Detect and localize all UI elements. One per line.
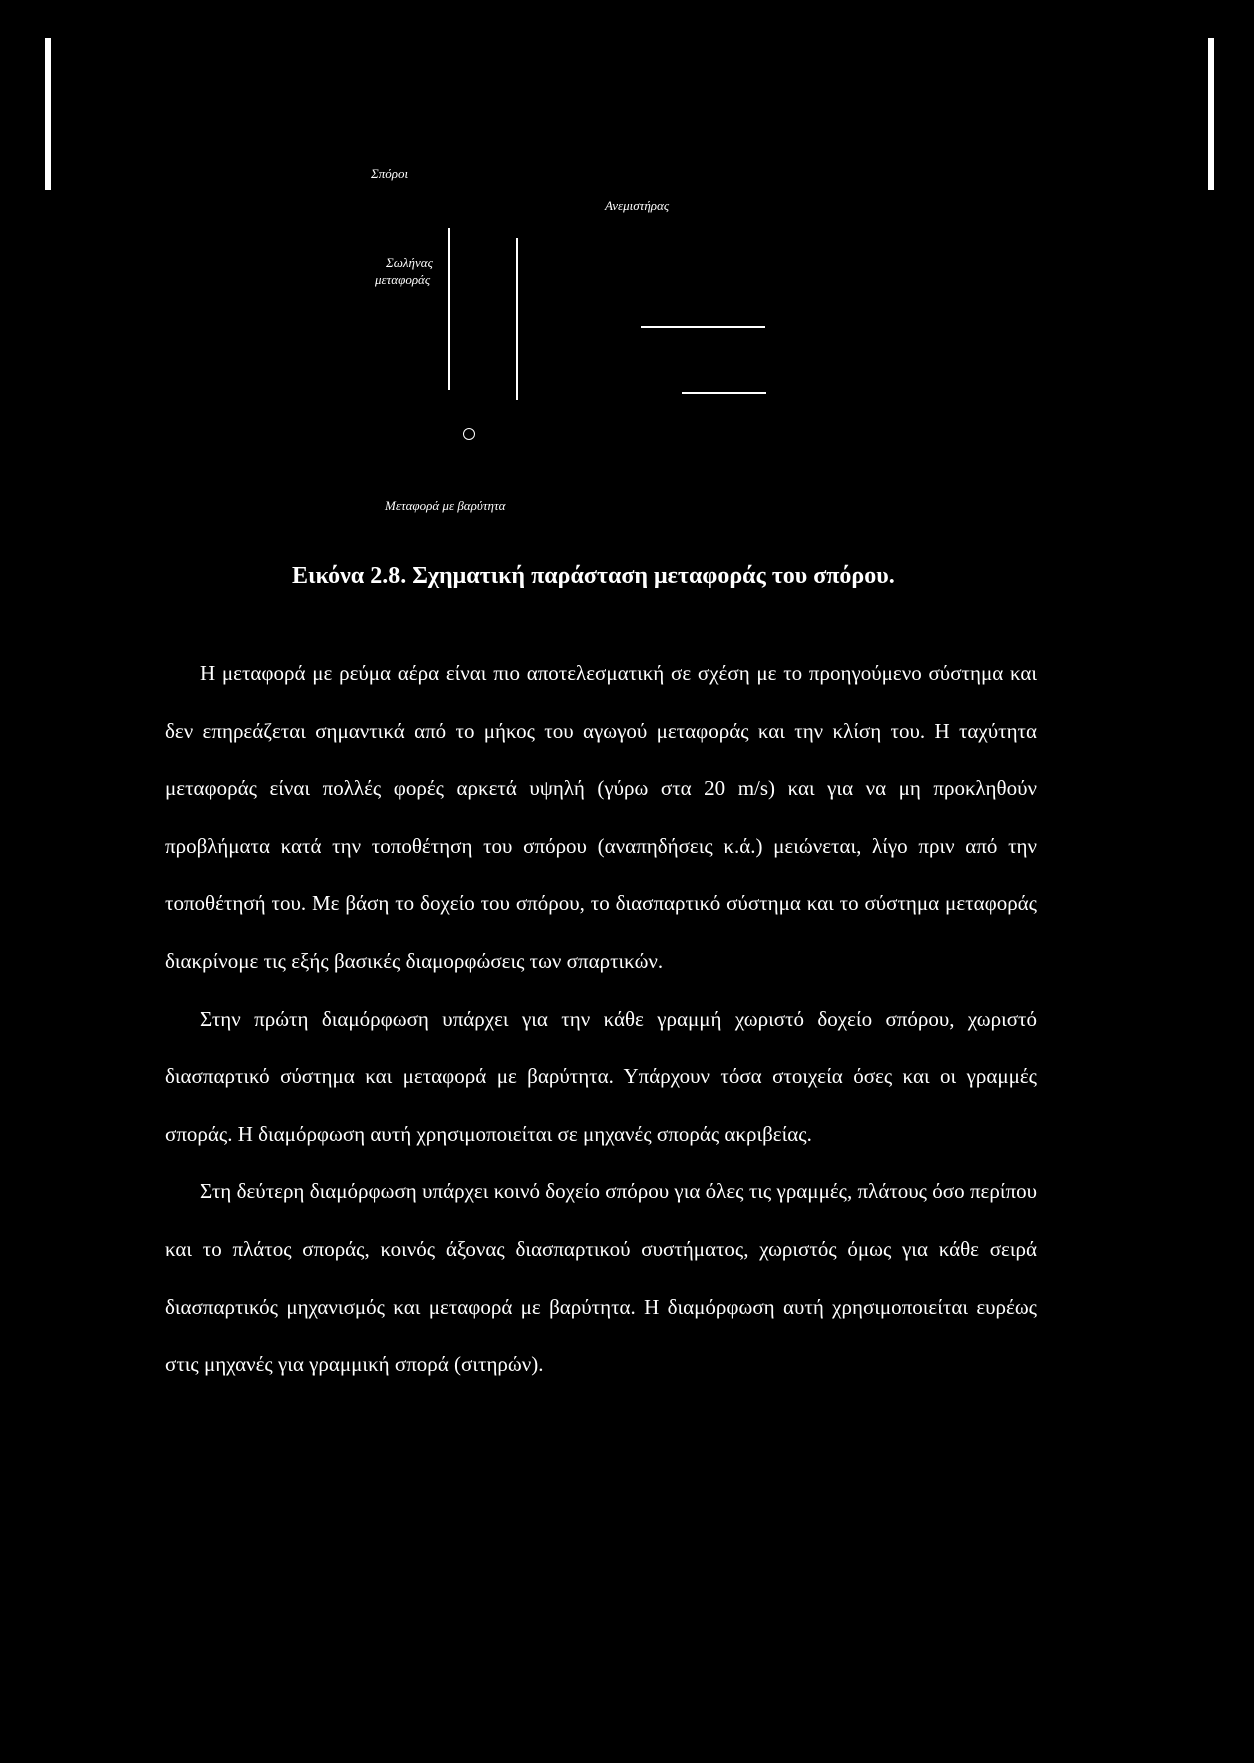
- body-text: [165, 645, 1037, 1394]
- tube-left-wall: [448, 228, 450, 390]
- paragraph-1: Η μεταφορά με ρεύμα αέρα είναι πιο αποτελεσματική σε σχέση με το προηγούμενο σύστημα και δεν επηρεάζεται σημαντικά από το μήκος του αγωγού μεταφοράς και την κλίση του. Η ταχύτητα μεταφοράς είναι πολλές φορές αρκετά υψηλή (γύρω στα 20 m/s) και για να μη προκληθούν προβλήματα κατά την τοποθέτηση του σπόρου (αναπηδήσεις κ.ά.) μειώνεται, λίγο πριν από την τοποθέτησή του. Με βάση το δοχείο του σπόρου, το διασπαρτικό σύστημα και το σύστημα μεταφοράς διακρίνομε τις εξής βασικές διαμορφώσεις των σπαρτικών.: [165, 661, 1037, 973]
- figure-caption: Εικόνα 2.8. Σχηματική παράσταση μεταφοράς του σπόρου.: [292, 563, 895, 589]
- tube-right-wall: [516, 238, 518, 400]
- seed-circle: [463, 428, 475, 440]
- air-duct-lower: [682, 392, 766, 394]
- air-duct-upper: [641, 326, 765, 328]
- paragraph-3: Στη δεύτερη διαμόρφωση υπάρχει κοινό δοχείο σπόρου για όλες τις γραμμές, πλάτους όσο περίπου και το πλάτος σποράς, κοινός άξονας διασπαρτικού συστήματος, χωριστός όμως για κάθε σειρά διασπαρτικός μηχανισμός και μεταφορά με βαρύτητα. Η διαμόρφωση αυτή χρησιμοποιείται ευρέως στις μηχανές για γραμμική σπορά (σιτηρών).: [165, 1179, 1037, 1377]
- label-tube-line2: μεταφοράς: [375, 272, 431, 287]
- seed-transport-figure: [0, 0, 1254, 540]
- label-fan: Ανεμιστήρας: [605, 198, 670, 213]
- label-tube-line1: Σωλήνας: [386, 255, 433, 270]
- label-seeds: Σπόροι: [371, 166, 409, 181]
- paragraph-2: Στην πρώτη διαμόρφωση υπάρχει για την κάθε γραμμή χωριστό δοχείο σπόρου, χωριστό διασπαρτικό σύστημα και μεταφορά με βαρύτητα. Υπάρχουν τόσα στοιχεία όσες και οι γραμμές σποράς. Η διαμόρφωση αυτή χρησιμοποιείται σε μηχανές σποράς ακριβείας.: [165, 1006, 1037, 1146]
- label-gravity: Μεταφορά με βαρύτητα: [385, 498, 506, 513]
